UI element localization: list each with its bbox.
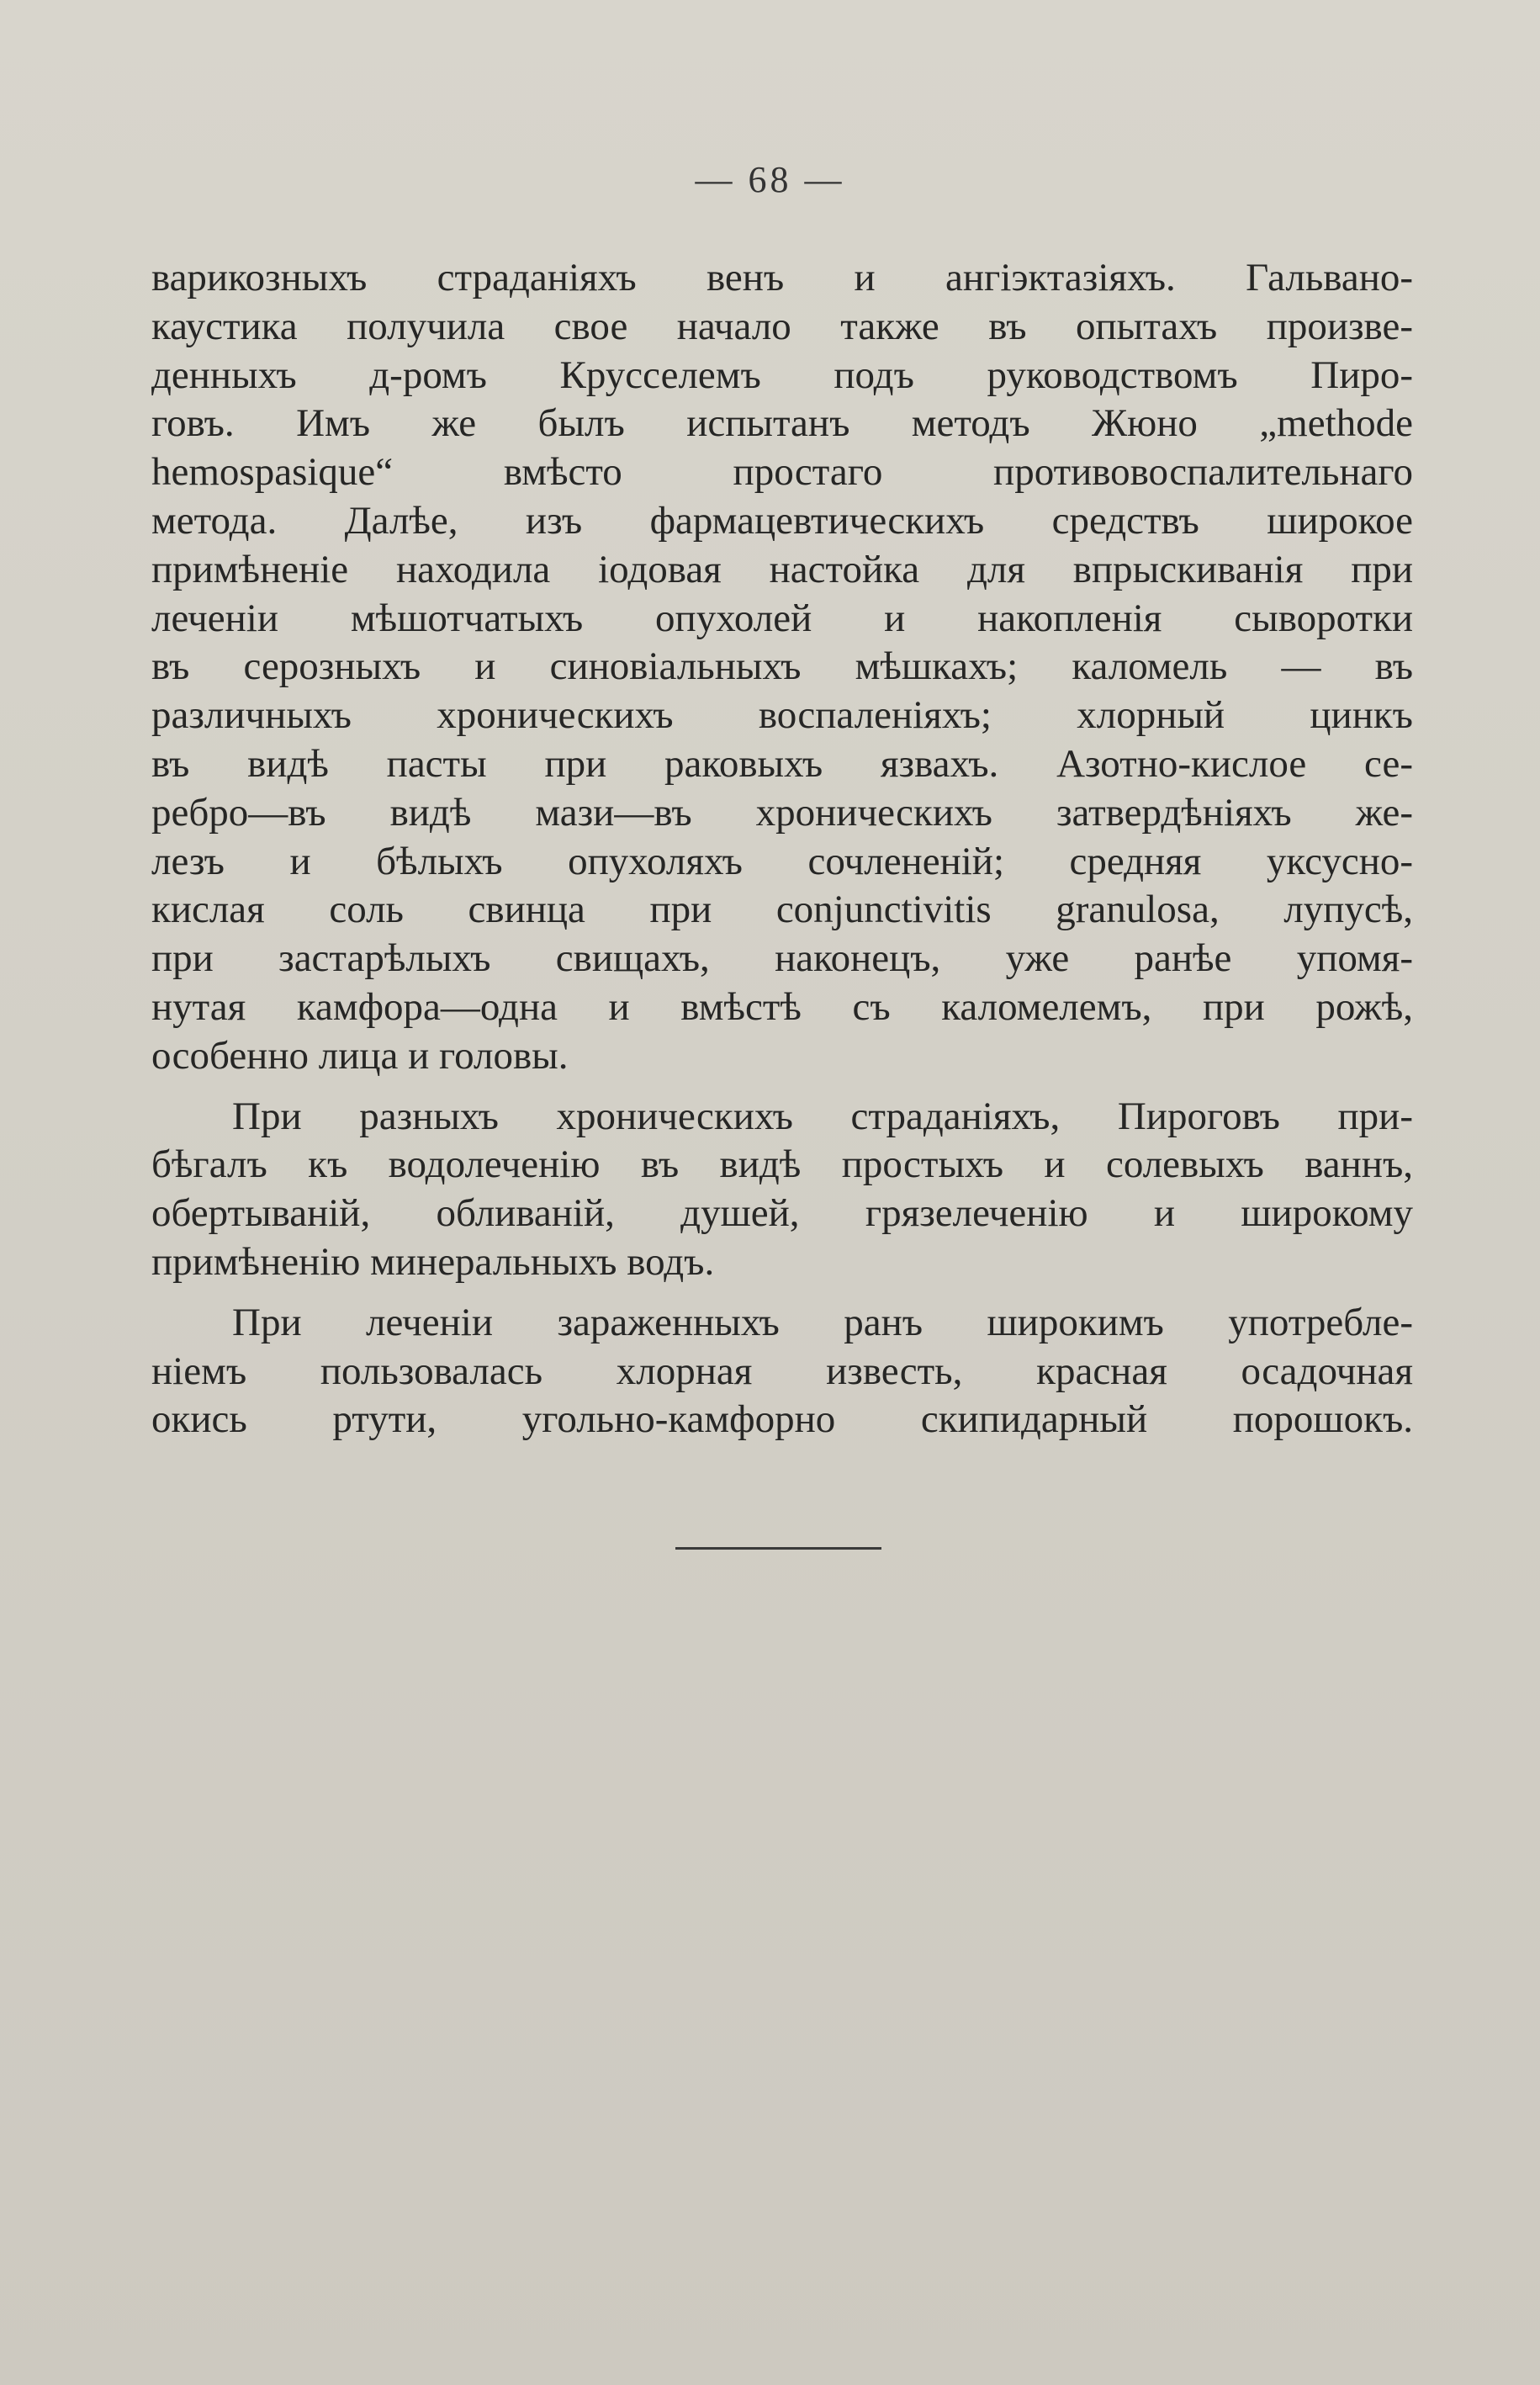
text-line: бѣгалъ къ водолеченію въ видѣ простыхъ и солевыхъ ваннъ, [151, 1142, 1413, 1187]
text-line: метода. Далѣе, изъ фармацевтическихъ средствъ широкое [151, 498, 1413, 543]
text-line: при застарѣлыхъ свищахъ, наконецъ, уже ранѣе упомя- [151, 936, 1413, 981]
text-line: варикозныхъ страданіяхъ венъ и ангіэктазіяхъ. Гальвано- [151, 256, 1413, 299]
text-line: ребро—въ видѣ мази—въ хроническихъ затвердѣніяхъ же- [151, 790, 1413, 835]
paragraph-2 [151, 1093, 1413, 1287]
text-line: ніемъ пользовалась хлорная известь, красная осадочная [151, 1349, 1413, 1393]
text-line: въ серозныхъ и синовіальныхъ мѣшкахъ; каломель — въ [151, 644, 1413, 689]
body-text [151, 254, 1413, 1444]
section-divider [675, 1547, 881, 1550]
text-line: примѣненію минеральныхъ водъ. [151, 1239, 715, 1284]
text-line: обертываній, обливаній, душей, грязелеченію и широкому [151, 1191, 1413, 1236]
text-line: примѣненіе находила іодовая настойка для впрыскиванія при [151, 547, 1413, 591]
text-line: говъ. Имъ же былъ испытанъ методъ Жюно „methode [151, 401, 1413, 446]
text-line: различныхъ хроническихъ воспаленіяхъ; хлорный цинкъ [151, 693, 1413, 738]
paragraph-1 [151, 254, 1413, 1081]
text-line: леченіи мѣшотчатыхъ опухолей и накопленія сыворотки [151, 596, 1413, 640]
text-line: особенно лица и головы. [151, 1033, 569, 1078]
paragraph-3 [151, 1299, 1413, 1444]
page-number: — 68 — [695, 159, 845, 200]
text-line: кислая соль свинца при conjunctivitis granulosa, лупусѣ, [151, 888, 1413, 932]
text-line: лезъ и бѣлыхъ опухоляхъ сочлененій; средняя уксусно- [151, 839, 1413, 883]
text-line: При разныхъ хроническихъ страданіяхъ, Пироговъ при- [232, 1094, 1413, 1138]
text-line: денныхъ д-ромъ Крусселемъ подъ руководствомъ Пиро- [151, 352, 1413, 397]
paragraph-spacing [151, 1081, 1413, 1093]
text-line: каустика получила свое начало также въ опытахъ произве- [151, 304, 1413, 348]
text-line: нутая камфора—одна и вмѣстѣ съ каломелемъ, при рожѣ, [151, 984, 1413, 1029]
text-line: въ видѣ пасты при раковыхъ язвахъ. Азотно-кислое се- [151, 741, 1413, 786]
text-line: окись ртути, угольно-камфорно скипидарный порошокъ. [151, 1397, 1413, 1442]
paragraph-spacing [151, 1287, 1413, 1299]
text-line: При леченіи зараженныхъ ранъ широкимъ употребле- [232, 1300, 1413, 1344]
text-line: hemospasique“ вмѣсто простаго противовоспалительнаго [151, 450, 1413, 495]
